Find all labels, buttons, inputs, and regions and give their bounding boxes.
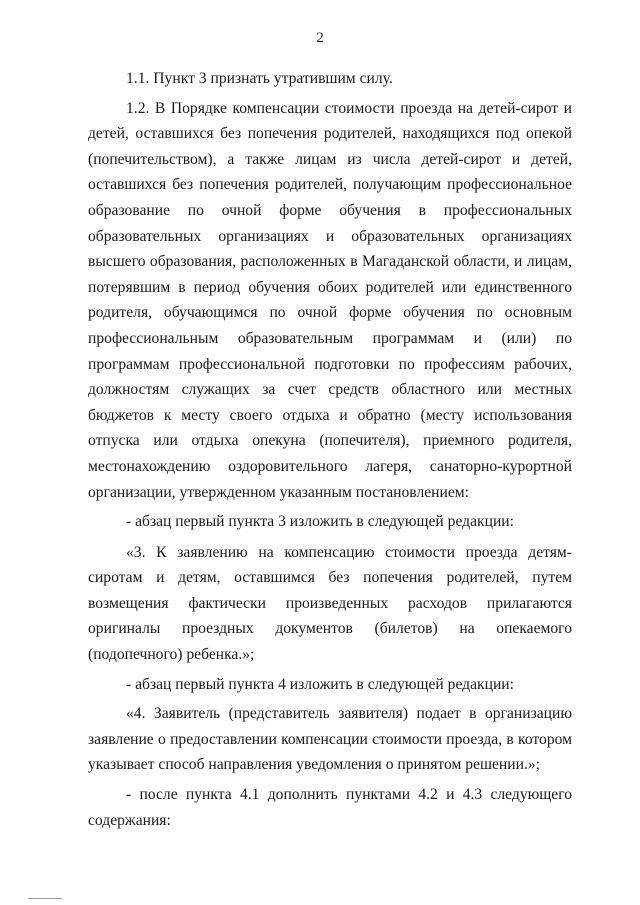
paragraph-point-3-text: «3. К заявлению на компенсацию стоимости проезда детям-сиротам и детям, оставшимся без попечения родителей, путем возмещения фактически произведенных расходов прилагаются оригиналы проездных документов (билетов) на опекаемого (подопечного) ребенка.»; [88,543,572,664]
paragraph-1-2: 1.2. В Порядке компенсации стоимости проезда на детей-сирот и детей, оставшихся без попечения родителей, находящихся под опекой (попечительством), а также лицам из числа детей-сирот и детей, оставшихся без попечения родителей, получающим профессиональное образование по очной форме обучения в профессиональных образовательных организациях и образовательных организациях высшего образования, расположенных в Магаданской области, и лицам, потерявшим в период обучения обоих родителей или единственного родителя, обучающимся по очной форме обучения по основным профессиональным образовательным программам и (или) по программам профессиональной подготовки по профессиям рабочих, должностям служащих за счет средств областного или местных бюджетов к месту своего отдыха и обратно (месту использования отпуска или отдыха опекуна (попечителя), приемного родителя, местонахождению оздоровительного лагеря, санаторно-курортной организации, утвержденном указанным постановлением: [88,99,572,501]
document-body [88,66,572,833]
paragraph-point-4-text: «4. Заявитель (представитель заявителя) подает в организацию заявление о предоставлении компенсации стоимости проезда, в котором указывает способ направления уведомления о принятом решении.»; [88,705,572,774]
paragraph-add-points-4-2-4-3: - после пункта 4.1 дополнить пунктами 4.2 и 4.3 следующего содержания: [88,786,572,829]
page-number: 2 [316,30,324,46]
paragraph-1-1: 1.1. Пункт 3 признать утратившим силу. [126,70,393,87]
paragraph-amend-point-4: - абзац первый пункта 4 изложить в следующей редакции: [126,675,514,693]
paragraph-amend-point-3: - абзац первый пункта 3 изложить в следующей редакции: [126,513,514,531]
scan-edge-mark [28,898,62,899]
